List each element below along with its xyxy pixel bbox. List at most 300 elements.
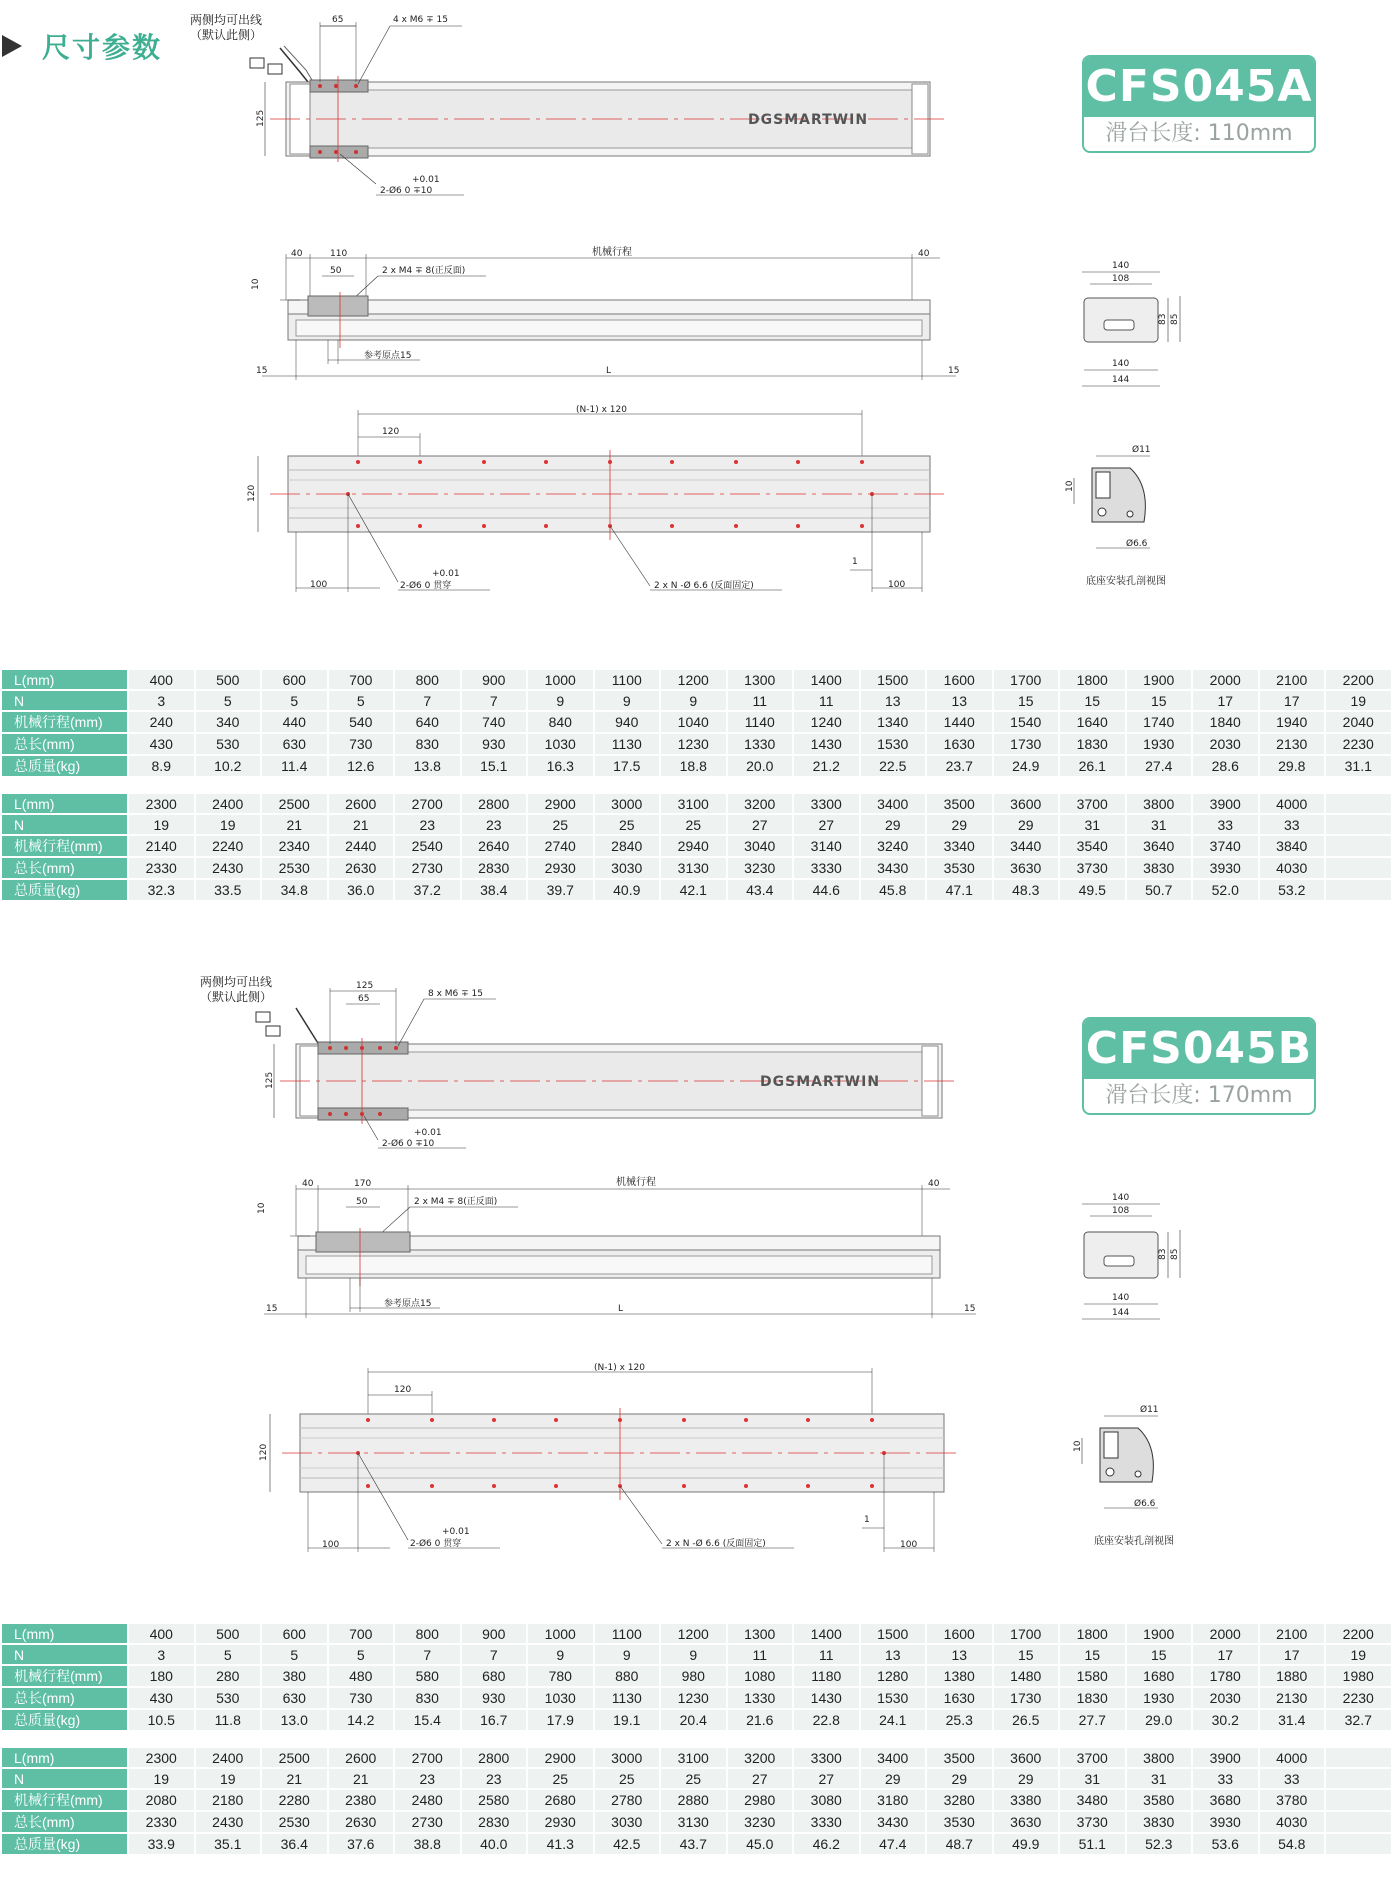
table-cell: 1840 [1193,712,1258,732]
table-row [2,1834,1391,1854]
table-row [2,734,1391,754]
table-cell: 3300 [794,794,859,813]
table-cell: 7 [462,1645,527,1664]
model-a-hole-view [1065,444,1166,587]
table-cell: 1830 [1060,1688,1125,1708]
table-cell: 9 [595,691,660,710]
table-cell: 3 [129,1645,194,1664]
table-cell: 38.4 [462,880,527,900]
a-side-40b: 40 [918,249,930,259]
table-cell: 17 [1260,691,1325,710]
table-cell: 3700 [1060,1748,1125,1767]
table-cell: 1600 [927,1624,992,1643]
table-cell [1326,1834,1391,1854]
table-cell: 940 [595,712,660,732]
table-cell: 1200 [661,670,726,689]
table-cell: 32.3 [129,880,194,900]
table-cell: 2240 [196,836,261,856]
table-cell: 1040 [661,712,726,732]
table-cell: 13 [927,691,992,710]
table-cell: 43.4 [728,880,793,900]
b-sec-144: 144 [1112,1308,1130,1318]
table-cell: 19 [129,1769,194,1788]
table-cell: 19 [1326,1645,1391,1664]
a-side-50: 50 [330,266,342,276]
row-label: 机械行程(mm) [2,712,127,732]
table-cell: 540 [329,712,394,732]
a-side-travel: 机械行程 [592,247,632,258]
table-cell: 3830 [1127,1812,1192,1832]
table-cell: 1800 [1060,670,1125,689]
b-pin-tol: +0.01 [414,1128,442,1138]
table-row [2,1688,1391,1708]
table-cell: 1030 [528,1688,593,1708]
table-cell: 1730 [994,1688,1059,1708]
table-cell: 26.1 [1060,756,1125,776]
table-cell: 4000 [1260,1748,1325,1767]
table-cell: 480 [329,1666,394,1686]
table-row [2,1710,1391,1730]
table-cell: 2100 [1260,670,1325,689]
row-label: L(mm) [2,1748,127,1767]
table-cell: 1100 [595,1624,660,1643]
table-cell: 48.7 [927,1834,992,1854]
b-sec-108: 108 [1112,1206,1130,1216]
table-cell: 3200 [728,1748,793,1767]
b-pin-note: 2-Ø6 0 ∓10 [382,1139,435,1149]
table-cell: 34.8 [262,880,327,900]
table-cell: 19 [129,815,194,834]
table-cell: 30.2 [1193,1710,1258,1730]
table-cell: 3630 [994,1812,1059,1832]
spec-table-a2 [0,792,1393,902]
row-label: 总质量(kg) [2,880,127,900]
b-side-40b: 40 [928,1179,940,1189]
table-cell: 2830 [462,858,527,878]
a-dim-125: 125 [256,109,266,127]
table-cell: 630 [262,1688,327,1708]
table-cell: 47.4 [861,1834,926,1854]
table-cell: 3100 [661,794,726,813]
table-cell: 900 [462,1624,527,1643]
table-cell: 600 [262,670,327,689]
a-hole-caption: 底座安装孔剖视图 [1086,576,1166,587]
table-cell: 1300 [728,1624,793,1643]
table-cell: 2130 [1260,1688,1325,1708]
table-cell: 340 [196,712,261,732]
table-cell: 3440 [994,836,1059,856]
table-cell: 2580 [462,1790,527,1810]
table-cell: 500 [196,670,261,689]
table-cell: 2530 [262,858,327,878]
b-side-170: 170 [354,1179,372,1189]
table-cell: 5 [329,691,394,710]
b-sec-140: 140 [1112,1193,1130,1203]
a-hole-d66: Ø6.6 [1126,539,1148,549]
row-label: 机械行程(mm) [2,1666,127,1686]
table-cell: 800 [395,670,460,689]
b-side-travel: 机械行程 [616,1177,656,1188]
table-cell: 600 [262,1624,327,1643]
table-cell: 2130 [1260,734,1325,754]
table-cell: 740 [462,712,527,732]
table-cell: 900 [462,670,527,689]
table-cell [1326,836,1391,856]
table-cell: 240 [129,712,194,732]
table-row [2,794,1391,813]
table-cell: 16.7 [462,1710,527,1730]
table-cell: 9 [528,1645,593,1664]
table-cell: 2730 [395,858,460,878]
table-cell: 24.9 [994,756,1059,776]
table-cell: 830 [395,1688,460,1708]
a-side-15a: 15 [256,366,268,376]
table-cell: 3040 [728,836,793,856]
table-cell: 23 [395,1769,460,1788]
a-sec-140b: 140 [1112,359,1130,369]
table-cell: 530 [196,734,261,754]
table-cell: 3580 [1127,1790,1192,1810]
table-cell: 5 [262,1645,327,1664]
table-cell: 700 [329,670,394,689]
table-cell: 1730 [994,734,1059,754]
table-cell: 2430 [196,1812,261,1832]
table-cell: 21 [329,815,394,834]
table-cell: 16.3 [528,756,593,776]
table-cell: 3800 [1127,1748,1192,1767]
table-cell: 2840 [595,836,660,856]
table-cell: 3230 [728,1812,793,1832]
table-cell: 1700 [994,670,1059,689]
table-cell: 1980 [1326,1666,1391,1686]
table-cell: 17 [1260,1645,1325,1664]
table-cell: 3130 [661,1812,726,1832]
table-cell: 500 [196,1624,261,1643]
spec-table-a1 [0,668,1393,778]
row-label: L(mm) [2,1624,127,1643]
table-cell: 39.7 [528,880,593,900]
table-cell: 780 [528,1666,593,1686]
table-cell: 400 [129,670,194,689]
a-cable-note-2: （默认此侧） [190,28,263,42]
a-side-40a: 40 [291,249,303,259]
table-cell: 5 [196,1645,261,1664]
a-bot-pitch: (N-1) x 120 [576,405,627,415]
table-cell: 2530 [262,1812,327,1832]
b-sec-140b: 140 [1112,1293,1130,1303]
table-cell: 3480 [1060,1790,1125,1810]
a-side-15b: 15 [948,366,960,376]
row-label: 总质量(kg) [2,756,127,776]
table-cell: 2500 [262,1748,327,1767]
table-cell: 35.1 [196,1834,261,1854]
table-cell: 44.6 [794,880,859,900]
table-cell: 13 [861,691,926,710]
b-dim-125: 125 [356,981,374,991]
table-cell: 3030 [595,858,660,878]
b-dim-65: 65 [358,994,370,1004]
table-cell: 1000 [528,670,593,689]
table-row [2,1666,1391,1686]
table-row [2,1645,1391,1664]
model-b-side-view [257,1175,976,1318]
a-screw-note: 4 x M6 ∓ 15 [393,15,448,25]
table-cell: 380 [262,1666,327,1686]
a-bot-100a: 100 [310,580,328,590]
table-cell: 180 [129,1666,194,1686]
table-cell: 2800 [462,794,527,813]
table-cell: 2880 [661,1790,726,1810]
table-cell: 630 [262,734,327,754]
table-cell: 13 [927,1645,992,1664]
row-label: 机械行程(mm) [2,1790,127,1810]
table-cell: 1140 [728,712,793,732]
table-cell: 2830 [462,1812,527,1832]
table-cell: 53.2 [1260,880,1325,900]
table-cell: 2300 [129,1748,194,1767]
table-cell: 50.7 [1127,880,1192,900]
table-cell: 25 [661,1769,726,1788]
table-cell: 29 [861,815,926,834]
table-cell: 22.5 [861,756,926,776]
table-cell: 49.9 [994,1834,1059,1854]
row-label: L(mm) [2,670,127,689]
table-cell: 3730 [1060,1812,1125,1832]
b-side-40a: 40 [302,1179,314,1189]
table-cell: 29 [927,815,992,834]
b-bot-100b: 100 [900,1540,918,1550]
table-cell: 530 [196,1688,261,1708]
table-cell: 2340 [262,836,327,856]
table-cell: 2030 [1193,734,1258,754]
table-cell [1326,1812,1391,1832]
table-cell: 31 [1127,815,1192,834]
table-cell: 9 [661,1645,726,1664]
table-cell: 3200 [728,794,793,813]
table-cell: 24.1 [861,1710,926,1730]
table-cell: 1440 [927,712,992,732]
table-cell: 1130 [595,734,660,754]
table-cell: 33 [1260,815,1325,834]
table-cell: 2180 [196,1790,261,1810]
table-cell: 19 [196,1769,261,1788]
b-side-ref-point: 参考原点15 [384,1299,432,1309]
table-cell: 11 [794,1645,859,1664]
table-cell: 2380 [329,1790,394,1810]
table-cell: 15.4 [395,1710,460,1730]
b-side-50: 50 [356,1197,368,1207]
model-b-section-view [1082,1193,1180,1319]
table-row [2,1769,1391,1788]
table-cell: 1940 [1260,712,1325,732]
a-pin-note: 2-Ø6 0 ∓10 [380,186,433,196]
row-label: 总长(mm) [2,1812,127,1832]
table-cell: 1530 [861,1688,926,1708]
b-cable-note-2: （默认此侧） [200,990,273,1004]
table-cell: 3600 [994,1748,1059,1767]
table-cell: 440 [262,712,327,732]
table-cell: 29.0 [1127,1710,1192,1730]
table-cell: 1530 [861,734,926,754]
table-cell [1326,880,1391,900]
table-cell: 4030 [1260,1812,1325,1832]
table-row [2,836,1391,856]
b-bot-120: 120 [394,1385,412,1395]
table-cell: 3930 [1193,858,1258,878]
table-cell: 49.5 [1060,880,1125,900]
table-cell: 3340 [927,836,992,856]
model-b-top-view [200,974,960,1149]
table-cell: 3400 [861,794,926,813]
table-cell: 1700 [994,1624,1059,1643]
table-cell: 3640 [1127,836,1192,856]
table-cell: 2540 [395,836,460,856]
table-cell: 10.2 [196,756,261,776]
table-cell: 9 [595,1645,660,1664]
b-side-15b: 15 [964,1304,976,1314]
table-row [2,858,1391,878]
table-cell: 640 [395,712,460,732]
a-sec-83: 83 [1158,313,1168,325]
table-cell: 29 [927,1769,992,1788]
a-brand-text: DGSMARTWIN [748,112,869,128]
b-dim-125v: 125 [265,1071,275,1089]
table-cell: 19 [1326,691,1391,710]
table-cell: 2330 [129,1812,194,1832]
table-cell: 25.3 [927,1710,992,1730]
table-row [2,756,1391,776]
table-cell: 2630 [329,1812,394,1832]
a-bot-120: 120 [382,427,400,437]
table-cell: 1400 [794,670,859,689]
a-sec-144: 144 [1112,375,1130,385]
table-cell: 1200 [661,1624,726,1643]
model-a-bottom-view [247,405,950,592]
a-hole-d11: Ø11 [1132,445,1151,455]
table-cell: 22.8 [794,1710,859,1730]
table-cell: 680 [462,1666,527,1686]
table-cell: 1030 [528,734,593,754]
table-cell: 2980 [728,1790,793,1810]
table-cell: 3300 [794,1748,859,1767]
table-cell: 280 [196,1666,261,1686]
section-title-text: 尺寸参数 [42,31,163,64]
model-a-section-view [1082,261,1180,386]
table-cell: 2730 [395,1812,460,1832]
table-row [2,1812,1391,1832]
table-cell: 580 [395,1666,460,1686]
table-cell: 800 [395,1624,460,1643]
a-bot-1: 1 [852,557,858,567]
table-cell: 3430 [861,1812,926,1832]
table-cell: 27 [728,815,793,834]
table-cell: 47.1 [927,880,992,900]
table-cell: 1500 [861,670,926,689]
table-cell: 3900 [1193,794,1258,813]
table-cell: 1480 [994,1666,1059,1686]
table-cell: 1680 [1127,1666,1192,1686]
table-cell: 1900 [1127,1624,1192,1643]
table-cell: 2800 [462,1748,527,1767]
table-cell: 1130 [595,1688,660,1708]
table-cell [1326,794,1391,813]
table-cell: 27 [794,1769,859,1788]
table-cell: 26.5 [994,1710,1059,1730]
a-bot-pin-tol: +0.01 [432,569,460,579]
table-cell: 1080 [728,1666,793,1686]
b-bot-100a: 100 [322,1540,340,1550]
table-cell: 1930 [1127,734,1192,754]
b-sec-83: 83 [1158,1248,1168,1260]
table-cell: 1600 [927,670,992,689]
a-side-110: 110 [330,249,348,259]
table-cell: 25 [661,815,726,834]
table-cell: 31.4 [1260,1710,1325,1730]
table-cell: 2300 [129,794,194,813]
table-cell: 40.9 [595,880,660,900]
table-cell: 3740 [1193,836,1258,856]
table-cell: 1880 [1260,1666,1325,1686]
table-cell: 46.2 [794,1834,859,1854]
model-a-top-view [190,12,950,196]
table-cell: 2940 [661,836,726,856]
b-screw-note: 8 x M6 ∓ 15 [428,989,483,999]
table-cell: 23.7 [927,756,992,776]
table-cell: 9 [528,691,593,710]
table-cell: 1100 [595,670,660,689]
table-cell: 48.3 [994,880,1059,900]
table-cell: 15 [994,691,1059,710]
table-cell: 45.8 [861,880,926,900]
table-cell: 21 [262,815,327,834]
a-hole-d10: 10 [1065,480,1075,492]
table-cell: 2600 [329,1748,394,1767]
table-cell: 7 [395,691,460,710]
table-cell: 2930 [528,858,593,878]
table-cell: 3380 [994,1790,1059,1810]
table-cell: 32.7 [1326,1710,1391,1730]
a-cable-note-1: 两侧均可出线 [190,13,263,27]
table-cell: 54.8 [1260,1834,1325,1854]
table-cell: 23 [462,1769,527,1788]
row-label: L(mm) [2,794,127,813]
b-hole-caption: 底座安装孔剖视图 [1094,1536,1174,1547]
table-cell: 2700 [395,794,460,813]
table-row [2,880,1391,900]
table-cell: 52.0 [1193,880,1258,900]
table-cell: 17 [1193,1645,1258,1664]
table-row [2,1624,1391,1643]
table-cell: 2600 [329,794,394,813]
table-cell: 33 [1260,1769,1325,1788]
table-cell: 2900 [528,1748,593,1767]
table-cell: 1930 [1127,1688,1192,1708]
table-cell: 2280 [262,1790,327,1810]
table-cell: 3100 [661,1748,726,1767]
table-cell: 17.5 [595,756,660,776]
table-cell: 2400 [196,1748,261,1767]
table-cell: 37.2 [395,880,460,900]
b-cable-note-1: 两侧均可出线 [200,975,273,989]
table-cell: 19.1 [595,1710,660,1730]
table-cell: 1240 [794,712,859,732]
table-cell: 13.0 [262,1710,327,1730]
table-cell: 3600 [994,794,1059,813]
row-label: 总长(mm) [2,734,127,754]
table-cell [1326,815,1391,834]
table-cell: 15 [994,1645,1059,1664]
table-cell: 1740 [1127,712,1192,732]
